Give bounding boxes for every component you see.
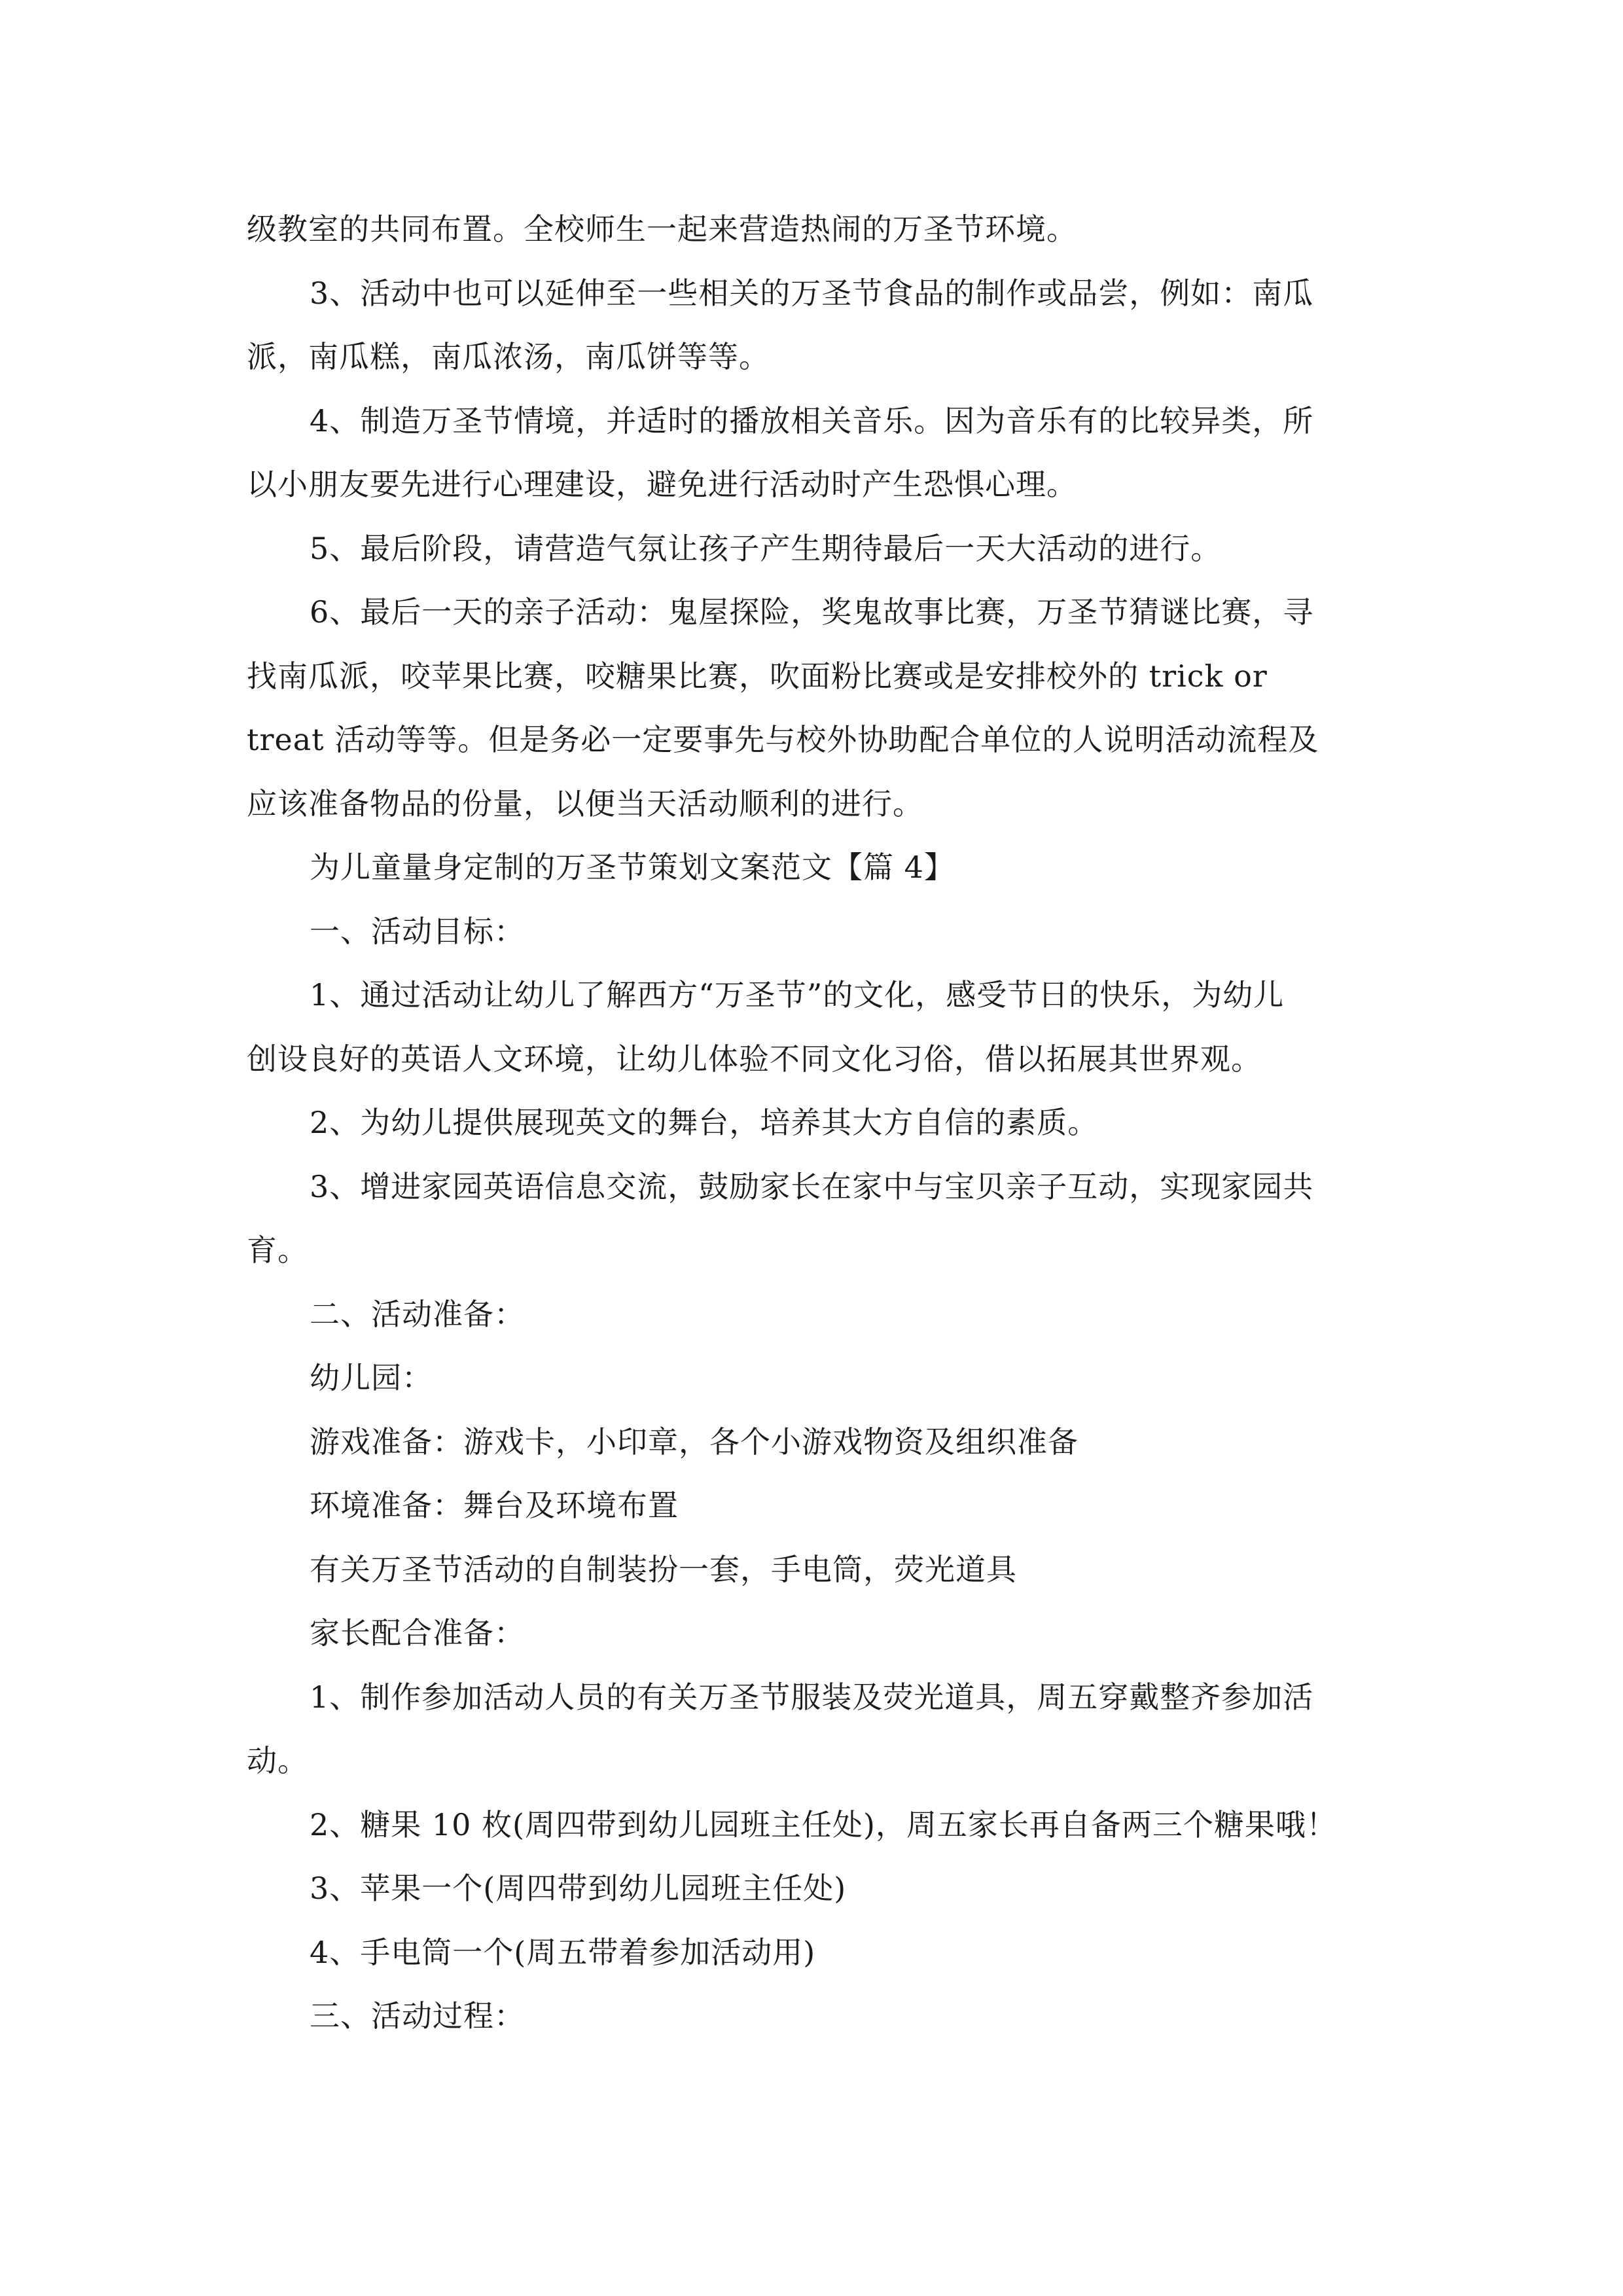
text-line: 游戏准备：游戏卡，小印章，各个小游戏物资及组织准备 xyxy=(310,1424,1079,1460)
text-line: 有关万圣节活动的自制装扮一套，手电筒，荧光道具 xyxy=(310,1551,1017,1587)
document-body xyxy=(247,198,1378,2049)
text-line: 环境准备：舞台及环境布置 xyxy=(310,1488,679,1523)
text-line: 3、活动中也可以延伸至一些相关的万圣节食品的制作或品尝，例如：南瓜 xyxy=(310,275,1314,311)
text-line: 级教室的共同布置。全校师生一起来营造热闹的万圣节环境。 xyxy=(247,211,1077,247)
text-line: 3、增进家园英语信息交流，鼓励家长在家中与宝贝亲子互动，实现家园共 xyxy=(310,1168,1314,1204)
text-line: 动。 xyxy=(247,1743,308,1778)
text-line: 幼儿园： xyxy=(310,1360,433,1395)
text-line: 育。 xyxy=(247,1232,308,1268)
text-line: 6、最后一天的亲子活动：鬼屋探险，奖鬼故事比赛，万圣节猜谜比赛，寻 xyxy=(310,594,1314,630)
text-line: 5、最后阶段，请营造气氛让孩子产生期待最后一天大活动的进行。 xyxy=(310,530,1222,566)
section-heading: 二、活动准备： xyxy=(310,1296,525,1332)
text-line: 以小朋友要先进行心理建设，避免进行活动时产生恐惧心理。 xyxy=(247,467,1077,502)
text-line: 1、通过活动让幼儿了解西方“万圣节”的文化，感受节日的快乐，为幼儿 xyxy=(310,977,1285,1013)
text-line: 创设良好的英语人文环境，让幼儿体验不同文化习俗，借以拓展其世界观。 xyxy=(247,1041,1262,1077)
section-heading: 一、活动目标： xyxy=(310,913,525,949)
text-line: 应该准备物品的份量，以便当天活动顺利的进行。 xyxy=(247,785,923,821)
text-line: 2、为幼儿提供展现英文的舞台，培养其大方自信的素质。 xyxy=(310,1105,1099,1140)
text-line: 派，南瓜糕，南瓜浓汤，南瓜饼等等。 xyxy=(247,339,770,374)
text-line: 1、制作参加活动人员的有关万圣节服装及荧光道具，周五穿戴整齐参加活 xyxy=(310,1679,1314,1715)
text-line: 2、糖果 10 枚(周四带到幼儿园班主任处)，周五家长再自备两三个糖果哦！ xyxy=(310,1806,1337,1842)
section-heading: 为儿童量身定制的万圣节策划文案范文【篇 4】 xyxy=(310,850,955,885)
section-heading: 三、活动过程： xyxy=(310,1998,525,2034)
text-line: treat 活动等等。但是务必一定要事先与校外协助配合单位的人说明活动流程及 xyxy=(247,722,1319,757)
text-line: 3、苹果一个(周四带到幼儿园班主任处) xyxy=(310,1871,847,1906)
text-line: 4、制造万圣节情境，并适时的播放相关音乐。因为音乐有的比较异类，所 xyxy=(310,403,1314,439)
text-line: 4、手电筒一个(周五带着参加活动用) xyxy=(310,1934,816,1970)
text-line: 家长配合准备： xyxy=(310,1615,525,1651)
text-line: 找南瓜派，咬苹果比赛，咬糖果比赛，吹面粉比赛或是安排校外的 trick or xyxy=(247,658,1268,694)
